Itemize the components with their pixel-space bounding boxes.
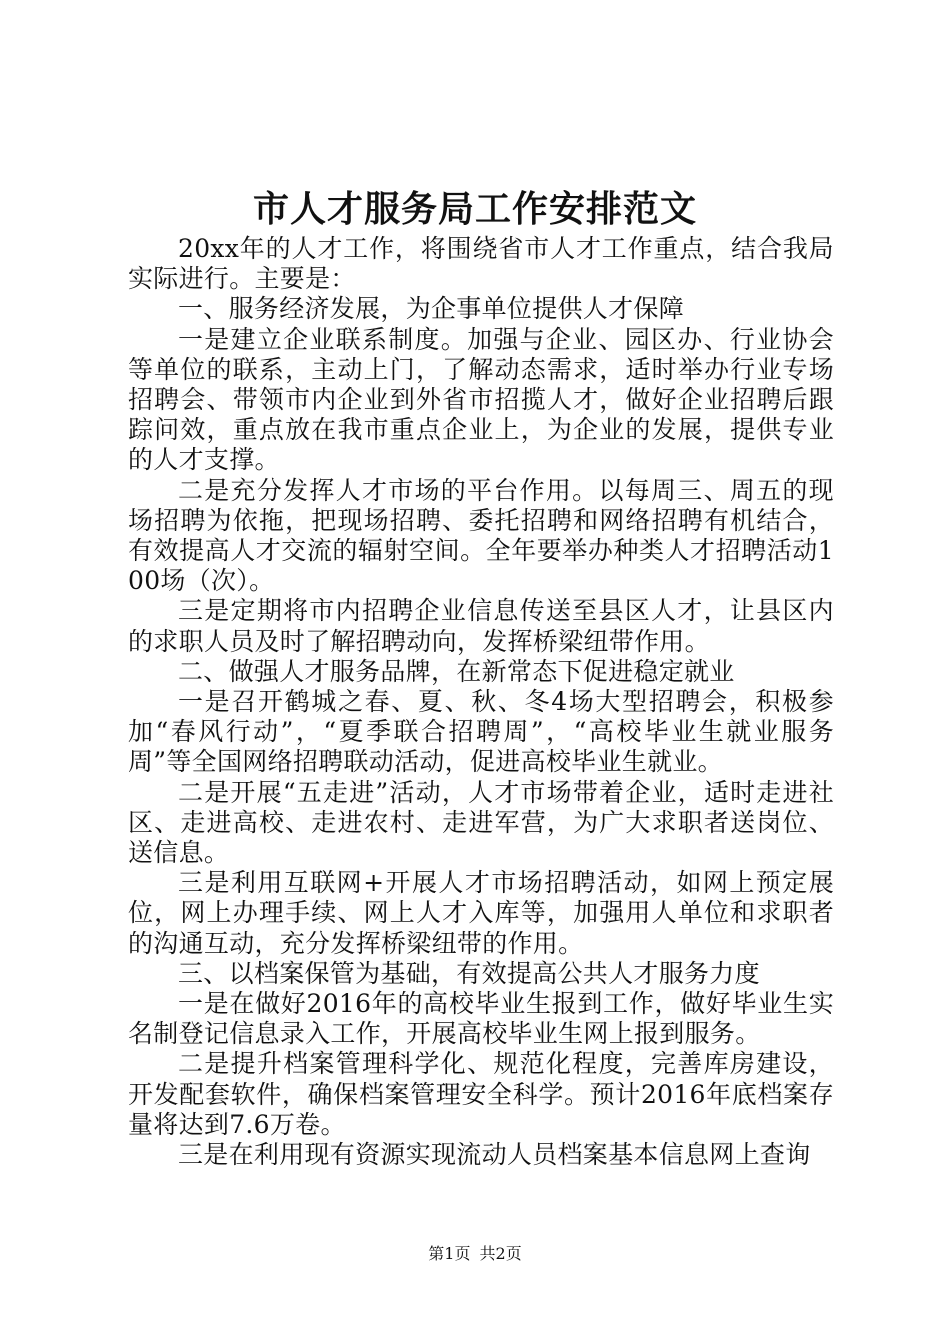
document-title: 市人才服务局工作安排范文: [252, 188, 697, 230]
paragraph: 三是定期将市内招聘企业信息传送至县区人才，让县区内的求职人员及时了解招聘动向，发挥桥梁纽带作用。: [128, 596, 834, 656]
paragraph: 二是充分发挥人才市场的平台作用。以每周三、周五的现场招聘为依拖，把现场招聘、委托招聘和网络招聘有机结合，有效提高人才交流的辐射空间。全年要举办种类人才招聘活动100场（次）。: [128, 475, 834, 596]
paragraph: 三是利用互联网+开展人才市场招聘活动，如网上预定展位，网上办理手续、网上人才入库等，加强用人单位和求职者的沟通互动，充分发挥桥梁纽带的作用。: [128, 868, 834, 958]
page-total: 共2页: [479, 1244, 522, 1263]
paragraph: 三是在利用现有资源实现流动人员档案基本信息网上查询: [178, 1140, 811, 1170]
paragraph: 一是建立企业联系制度。加强与企业、园区办、行业协会等单位的联系，主动上门，了解动态需求，适时举办行业专场招聘会、带领市内企业到外省市招揽人才，做好企业招聘后跟踪问效，重点放在我市重点企业上，为企业的发展，提供专业的人才支撑。: [128, 324, 834, 475]
page-number: 第1页: [428, 1244, 471, 1263]
page-footer: [0, 1243, 950, 1265]
paragraph: 一是在做好2016年的高校毕业生报到工作，做好毕业生实名制登记信息录入工作，开展高校毕业生网上报到服务。: [128, 989, 834, 1049]
section-heading: 三、以档案保管为基础，有效提高公共人才服务力度: [178, 958, 760, 988]
paragraph: 一是召开鹤城之春、夏、秋、冬4场大型招聘会，积极参加“春风行动”，“夏季联合招聘周”，“高校毕业生就业服务周”等全国网络招聘联动活动，促进高校毕业生就业。: [128, 687, 834, 777]
section-heading: 一、服务经济发展，为企事单位提供人才保障: [178, 294, 685, 324]
paragraph: 二是开展“五走进”活动，人才市场带着企业，适时走进社区、走进高校、走进农村、走进军营，为广大求职者送岗位、送信息。: [128, 777, 834, 868]
document-body: [128, 234, 834, 1170]
section-heading: 二、做强人才服务品牌，在新常态下促进稳定就业: [178, 656, 735, 686]
paragraph: 20xx年的人才工作，将围绕省市人才工作重点，结合我局实际进行。主要是：: [128, 234, 834, 294]
paragraph: 二是提升档案管理科学化、规范化程度，完善库房建设，开发配套软件，确保档案管理安全科学。预计2016年底档案存量将达到7.6万卷。: [128, 1049, 834, 1139]
